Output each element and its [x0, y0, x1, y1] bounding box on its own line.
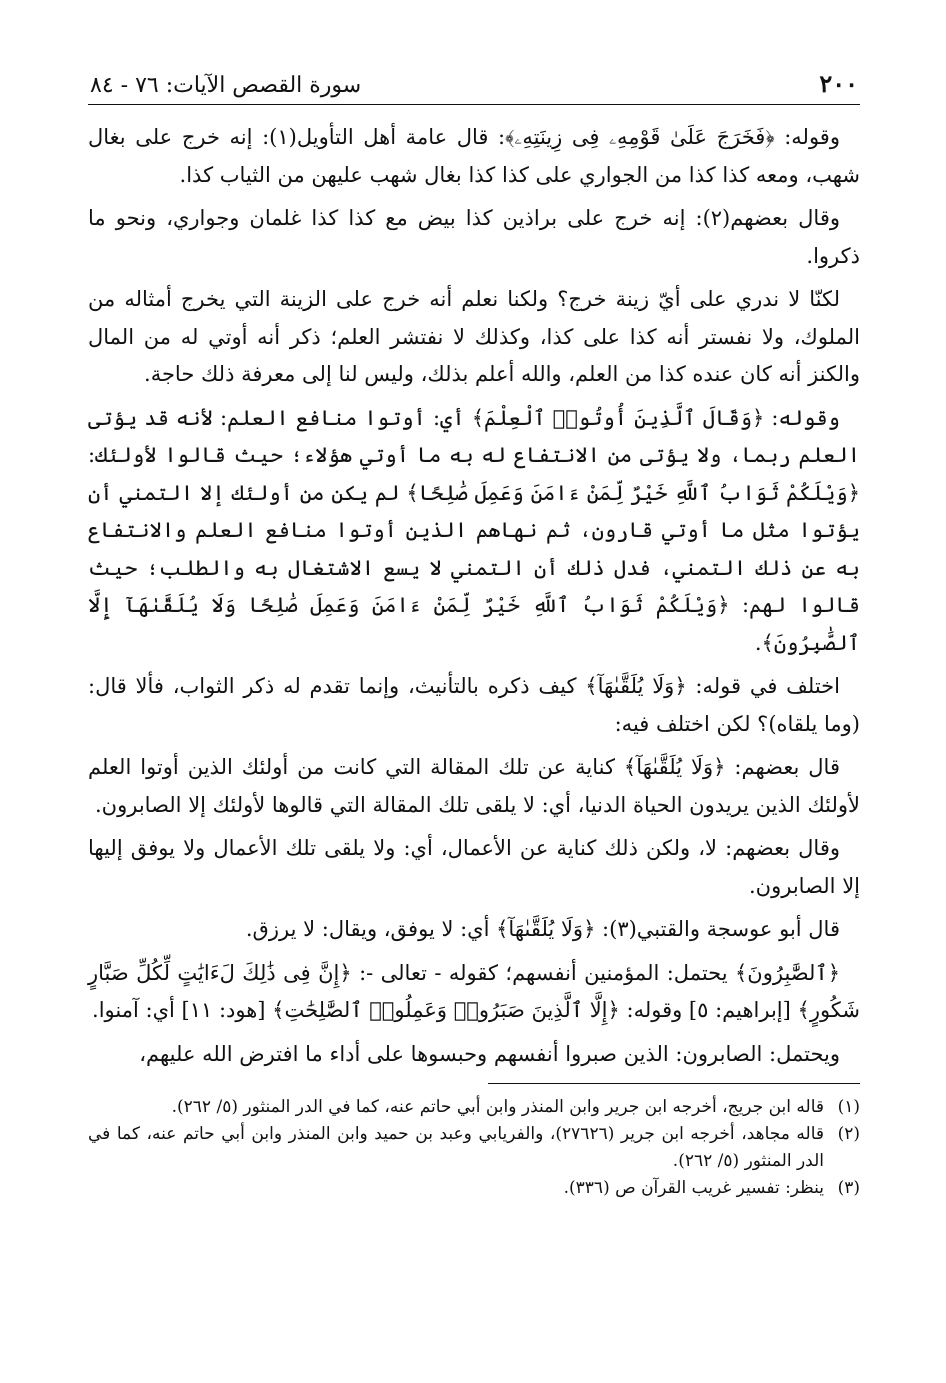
footnote-text: قاله مجاهد، أخرجه ابن جرير (٢٧٦٢٦)، والفريابي وعبد بن حميد وابن المنذر وابن أبي حاتم عنه، كما في الدر المنثور (٥/ ٢٦٢). [88, 1124, 824, 1171]
main-text [88, 119, 860, 1073]
footnote-divider [488, 1083, 860, 1084]
paragraph: وقوله: ﴿وَقَالَ ٱلَّذِينَ أُوتُوا۟ ٱلْعِلْمَ﴾ أي: أوتوا منافع العلم: لأنه قد يؤتى العلم ربما، ولا يؤتى من الانتفاع له به ما أوتي هؤلاء؛ حيث قالوا لأولئك: ﴿وَيْلَكُمْ ثَوَابُ ٱللَّهِ خَيْرٌ لِّمَنْ ءَامَنَ وَعَمِلَ صَٰلِحًا﴾ لم يكن من أولئك إلا التمني أن يؤتوا مثل ما أوتي قارون، ثم نهاهم الذين أوتوا منافع العلم والانتفاع به عن ذلك التمني، فدل ذلك أن التمني لا يسع الاشتغال به والطلب؛ حيث قالوا لهم: ﴿وَيْلَكُمْ ثَوَابُ ٱللَّهِ خَيْرٌ لِّمَنْ ءَامَنَ وَعَمِلَ صَٰلِحًا وَلَا يُلَقَّىٰهَآ إِلَّا ٱلصَّٰبِرُونَ﴾. [88, 405, 860, 655]
paragraph: اختلف في قوله: ﴿وَلَا يُلَقَّىٰهَآ﴾ كيف ذكره بالتأنيث، وإنما تقدم له ذكر الثواب، فألا قال: (وما يلقاه)؟ لكن اختلف فيه: [88, 674, 860, 736]
page-number: ٢٠٠ [819, 69, 858, 98]
paragraph: ﴿ٱلصَّٰبِرُونَ﴾ يحتمل: المؤمنين أنفسهم؛ كقوله - تعالى -: ﴿إِنَّ فِى ذَٰلِكَ لَءَايَٰتٍ لِّكُلِّ صَبَّارٍ شَكُورٍ﴾ [إبراهيم: ٥] وقوله: ﴿إِلَّا ٱلَّذِينَ صَبَرُوا۟ وَعَمِلُوا۟ ٱلصَّٰلِحَٰتِ﴾ [هود: ١١] أي: آمنوا. [88, 960, 860, 1022]
paragraph: قال أبو عوسجة والقتبي(٣): ﴿وَلَا يُلَقَّىٰهَآ﴾ أي: لا يوفق، ويقال: لا يرزق. [245, 917, 840, 941]
footnote-text: ينظر: تفسير غريب القرآن ص (٣٣٦). [563, 1178, 824, 1198]
paragraph: وقال بعضهم(٢): إنه خرج على براذين كذا بيض مع كذا كذا غلمان وجواري، ونحو ما ذكروا. [88, 206, 860, 268]
page-header [88, 62, 860, 105]
footnotes [88, 1094, 860, 1202]
footnote [88, 1121, 860, 1175]
footnote [88, 1094, 860, 1121]
paragraph: وقال بعضهم: لا، ولكن ذلك كناية عن الأعمال، أي: ولا يلقى تلك الأعمال ولا يوفق إليها إلا الصابرون. [88, 836, 860, 898]
footnote-number: (٢) [837, 1124, 860, 1144]
footnote-text: قاله ابن جريج، أخرجه ابن جرير وابن المنذر وابن أبي حاتم عنه، كما في الدر المنثور (٥/ ٢٦٢). [171, 1097, 824, 1117]
paragraph: وقوله: ﴿فَخَرَجَ عَلَىٰ قَوْمِهِۦ فِى زِينَتِهِۦ﴾: قال عامة أهل التأويل(١): إنه خرج على بغال شهب، ومعه كذا كذا من الجواري على كذا كذا بغال شهب عليهن من الثياب كذا. [88, 125, 860, 187]
paragraph: ويحتمل: الصابرون: الذين صبروا أنفسهم وحبسوها على أداء ما افترض الله عليهم، [139, 1041, 840, 1066]
running-title: سورة القصص الآيات: ٧٦ - ٨٤ [90, 73, 362, 98]
paragraph: لكنّا لا ندري على أيّ زينة خرج؟ ولكنا نعلم أنه خرج على الزينة التي يخرج أمثاله من الملوك، ولا نفستر أنه كذا على كذا، وكذلك لا نفتشر العلم؛ ذكر أنه أوتي له من المال والكنز أنه كان عنده كذا من العلم، والله أعلم بذلك، وليس لنا إلى معرفة ذلك حاجة. [88, 287, 860, 386]
paragraph: قال بعضهم: ﴿وَلَا يُلَقَّىٰهَآ﴾ كناية عن تلك المقالة التي كانت من أولئك الذين أوتوا العلم لأولئك الذين يريدون الحياة الدنيا، أي: لا يلقى تلك المقالة التي قالوها لأولئك إلا الصابرون. [88, 755, 860, 817]
footnote [88, 1175, 860, 1202]
footnote-number: (١) [837, 1097, 860, 1117]
footnote-number: (٣) [837, 1178, 860, 1198]
